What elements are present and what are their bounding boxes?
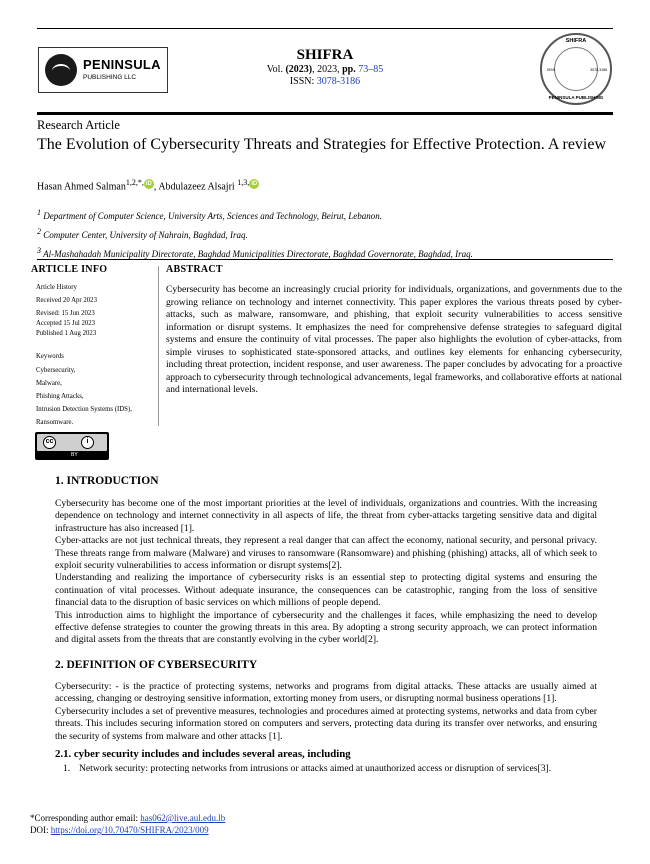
accepted-date: Accepted 15 Jul 2023 <box>36 320 96 327</box>
affiliation-num: 2 <box>37 227 41 236</box>
vol-mid: , 2023, <box>312 64 340 75</box>
seal-right-text: 3078-3186 <box>590 68 607 72</box>
logo-name: PENINSULA <box>83 57 161 72</box>
paragraph: Understanding and realizing the importance of cybersecurity risks is an essential step to protecting digital systems and ensuring the continuation of vital processes. Without adequate insurance, the consequences can be catastrophic, ranging from the loss of sensitive financial data to the disruption of basic services on which millions of people depend. <box>55 572 597 609</box>
corresponding-author <box>30 812 225 824</box>
orcid-icon[interactable]: iD <box>145 181 152 187</box>
affiliation-num: 1 <box>37 208 41 217</box>
abstract-text: Cybersecurity has become an increasingly crucial priority for individuals, organizations, and governments due to the growing reliance on technology and internet connectivity. This paper explores the various threats posed by cyber-attacks, such as malware, ransomware, and phishing, that exploit security vulnerabilities to access sensitive information or disrupt systems. It emphasizes the need for comprehensive defense strategies to safeguard digital systems and ensure the continuity of vital processes. The paper also highlights the evolution of cyber-attacks, from simple viruses to sophisticated state-sponsored attacks, and outlines key elements for enhancing cybersecurity, including threat protection, incident response, and user awareness. The paper concludes by advocating for a proactive approach to cybersecurity through technological advancements, legal frameworks, and collaborative efforts at national and international levels. <box>166 284 622 395</box>
list-number: 1. <box>63 762 71 774</box>
issn-line <box>200 76 450 88</box>
revised-date: Revised: 15 Jun 2023 <box>36 310 95 317</box>
list-text: Network security: protecting networks from intrusions or attacks aimed at unauthorized access or disruption of services[3]. <box>79 762 552 774</box>
info-rule <box>37 259 613 260</box>
paragraph: Cyber-attacks are not just technical threats, they represent a real danger that can affect the economy, national security, and personal privacy. These threats range from malware (Malware) and viruses to ransomware (Ransomware) and phishing (phishing) attacks, all of which seek to exploit security vulnerabilities to access information or disrupt systems[2]. <box>55 535 597 572</box>
paragraph: This introduction aims to highlight the importance of cybersecurity and the challenges it faces, while emphasizing the need to develop effective defense strategies to counter the growing threats in this area. By adopting a strong security approach, we can protect information and digital assets from the threats that are constantly evolving in the cyber world[2]. <box>55 609 597 646</box>
volume-line <box>200 64 450 76</box>
body <box>55 475 597 775</box>
keywords-block <box>36 350 132 429</box>
logo-subtitle: PUBLISHING LLC <box>83 74 137 81</box>
seal-left-text: ISSN <box>547 68 556 72</box>
corr-label: *Corresponding author email: <box>30 813 141 823</box>
affiliation-text: Al-Mashahadah Municipality Directorate, Baghdad Municipalities Directorate, Baghdad Governorate, Baghdad, Iraq. <box>43 249 473 259</box>
orcid-icon[interactable]: iD <box>251 181 258 187</box>
seal-top-text: SHIFRA <box>565 38 587 44</box>
issn-value: 3078-3186 <box>316 76 361 87</box>
affiliation-item <box>37 224 473 243</box>
cc-license-badge[interactable] <box>35 432 109 460</box>
journal-header <box>200 46 450 88</box>
paragraph: Cybersecurity: - is the practice of protecting systems, networks and programs from digital attacks. These attacks are usually aimed at accessing, changing or destroying sensitive information, extorting money from users, or disrupting normal business operations [1]. <box>55 680 597 705</box>
journal-name: SHIFRA <box>296 47 354 63</box>
keyword-item: Malware, <box>36 380 62 387</box>
article-title: The Evolution of Cybersecurity Threats and Strategies for Effective Protection. A review <box>37 136 607 153</box>
affiliation-text: Department of Computer Science, University Arts, Sciences and Technology, Beirut, Lebanon. <box>43 211 382 221</box>
list-item <box>55 763 597 775</box>
author-2: , Abdulazeez Alsajri <box>153 181 238 193</box>
publisher-logo <box>38 47 168 93</box>
footer <box>30 812 225 836</box>
journal-seal <box>540 33 612 105</box>
doi-link[interactable]: https://doi.org/10.70470/SHIFRA/2023/009 <box>50 825 209 835</box>
published-date: Published 1 Aug 2023 <box>36 330 97 337</box>
intro-heading: 1. INTRODUCTION <box>55 475 159 487</box>
keyword-item: Phishing Attacks, <box>36 393 84 400</box>
received-date: Received 20 Apr 2023 <box>36 297 97 304</box>
cc-icon: cc <box>43 436 56 449</box>
paragraph: Cybersecurity includes a set of preventive measures, technologies and procedures aimed at protecting systems, networks and data from cyber threats. This includes securing information stored on computers and servers, protecting data during its transfer over networks, and ensuring the security of systems from malware and other attacks [1]. <box>55 705 597 742</box>
doi-line <box>30 824 225 836</box>
top-rule <box>37 28 613 29</box>
vol-year: (2023) <box>285 64 313 75</box>
article-type: Research Article <box>37 118 120 132</box>
column-divider <box>158 266 159 426</box>
doi-label: DOI: <box>30 825 51 835</box>
author-1-sup: 1,2,*, <box>125 178 144 187</box>
affiliation-item <box>37 205 473 224</box>
authors-line <box>37 176 259 194</box>
article-info-heading: ARTICLE INFO <box>31 264 108 275</box>
definition-paragraphs <box>55 681 597 743</box>
author-email-link[interactable]: has062@live.aul.edu.lb <box>140 813 226 823</box>
abstract-heading: ABSTRACT <box>166 264 223 275</box>
cc-badge-top <box>37 434 107 451</box>
author-2-sup: 1,3, <box>237 178 250 187</box>
license-label: BY <box>71 452 78 458</box>
article-history <box>36 283 97 339</box>
paragraph: Cybersecurity has become one of the most important priorities at the level of individuals, organizations and countries. With the increasing dependence on technology and internet connectivity in all aspects of life, the threat from cyber-attacks targeting sensitive data and digital infrastructure has also increased [1]. <box>55 498 597 534</box>
issn-label: ISSN: <box>289 76 315 87</box>
keywords-label: Keywords <box>36 353 64 360</box>
header-rule <box>37 112 613 115</box>
subsection-heading: 2.1. cyber security includes and includes several areas, including <box>55 747 351 760</box>
keyword-item: Intrusion Detection Systems (IDS), <box>36 406 132 413</box>
affiliations <box>37 205 473 262</box>
keyword-item: Ransomware. <box>36 419 74 426</box>
attribution-icon: i <box>81 436 94 449</box>
publisher-logo-icon <box>45 54 77 86</box>
author-1: Hasan Ahmed Salman <box>37 181 126 193</box>
pp-label: pp. <box>342 64 356 75</box>
affiliation-text: Computer Center, University of Nahrain, Baghdad, Iraq. <box>43 230 248 240</box>
vol-label: Vol. <box>266 64 283 75</box>
definition-heading: 2. DEFINITION OF CYBERSECURITY <box>55 658 258 671</box>
history-label: Article History <box>36 284 77 291</box>
affiliation-num: 3 <box>37 246 41 255</box>
seal-bottom-text: PENINSULA PUBLISHING <box>548 95 604 100</box>
intro-paragraphs <box>55 498 597 647</box>
page-range: 73–85 <box>358 64 384 75</box>
keyword-item: Cybersecurity, <box>36 367 76 374</box>
